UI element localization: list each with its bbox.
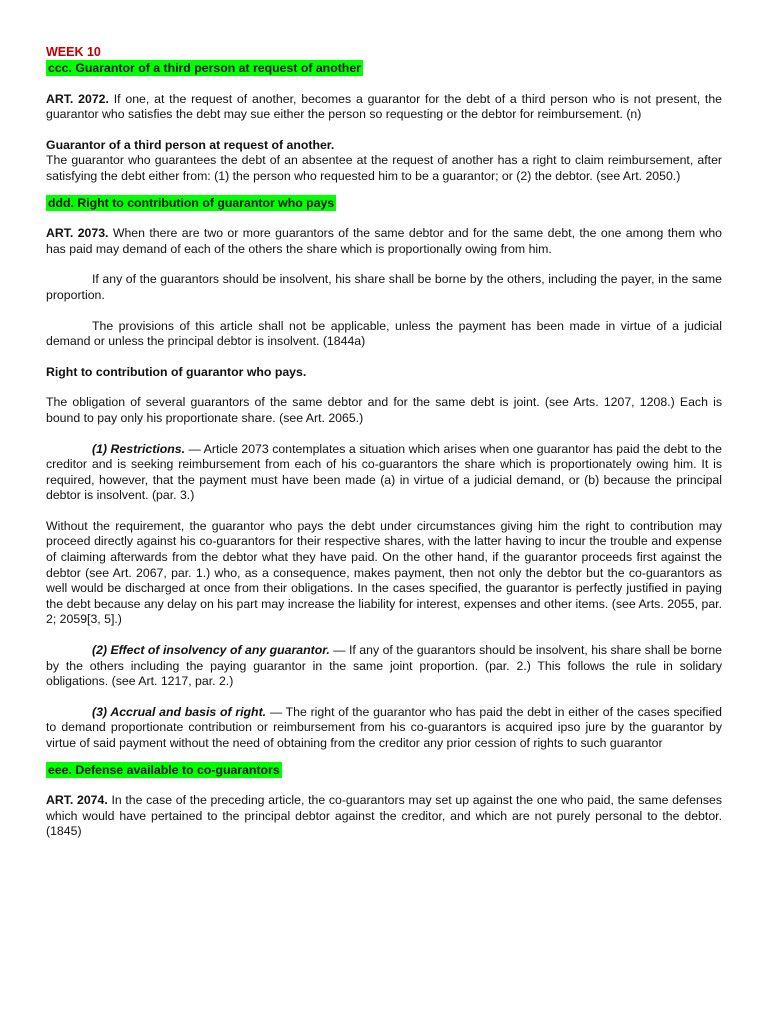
article-2073-label: ART. 2073. bbox=[46, 226, 109, 241]
comment-2073-intro: The obligation of several guarantors of the same debtor and for the same debt is joint. (see Arts. 1207, 1208.) Each is bound to pay only his proportionate share. (see Art. 2065.) bbox=[46, 395, 722, 425]
article-2074 bbox=[46, 793, 722, 840]
accrual-text: — The right of the guarantor who has paid the debt in either of the cases specified to demand proportionate contribution or reimbursement from his co-guarantors is acquired ipso jure by the guarantor by virtue of said payment without the need of obtaining from the creditor any prior cession of rights to such guarantor bbox=[46, 704, 722, 750]
highlight-ccc: ccc. Guarantor of a third person at request of another bbox=[48, 61, 361, 75]
accrual-label: (3) Accrual and basis of right. bbox=[92, 704, 267, 719]
article-2073-para3: The provisions of this article shall not be applicable, unless the payment has been made in virtue of a judicial demand or unless the principal debtor is insolvent. (1844a) bbox=[46, 318, 722, 349]
article-2074-text: In the case of the preceding article, the co-guarantors may set up against the one who paid, the same defenses which would have pertained to the principal debtor against the creditor, and which are not purely personal to the debtor. (1845) bbox=[46, 793, 722, 839]
comment-2072-heading: Guarantor of a third person at request of another. bbox=[46, 137, 335, 152]
section-heading-ccc bbox=[46, 60, 722, 77]
article-2073 bbox=[46, 226, 722, 257]
comment-2072-text: The guarantor who guarantees the debt of an absentee at the request of another has a right to claim reimbursement, after satisfying the debt either from: (1) the person who requested him to be a guarantor; or (2) the debtor. (see Art. 2050.) bbox=[46, 153, 722, 183]
accrual-paragraph bbox=[46, 705, 722, 752]
article-2072-text: If one, at the request of another, becomes a guarantor for the debt of a third person who is not present, the guarantor who satisfies the debt may sue either the person so requesting or the debtor for reimbursement. (n) bbox=[46, 91, 723, 122]
article-2072 bbox=[46, 92, 722, 123]
insolvency-paragraph bbox=[46, 643, 722, 690]
comment-2073-heading: Right to contribution of guarantor who pays. bbox=[46, 364, 307, 379]
section-heading-eee bbox=[46, 762, 722, 779]
without-requirement-paragraph: Without the requirement, the guarantor who pays the debt under circumstances giving him the right to contribution may proceed directly against his co-guarantors for their respective shares, with the latter having to incur the trouble and expense of claiming afterwards from the debtor what they have paid. On the other hand, if the guarantor proceeds first against the debtor (see Art. 2067, par. 1.) who, as a consequence, makes payment, then not only the debtor but the co-guarantors as well would be discharged at once from their obligations. In the cases specified, the guarantor is perfectly justified in paying the debt because any delay on his part may increase the liability for interest, expenses and other items. (see Arts. 2055, par. 2; 2059[3, 5].) bbox=[46, 518, 722, 627]
insolvency-text: — If any of the guarantors should be insolvent, his share shall be borne by the others including the paying guarantor in the same joint proportion. (par. 2.) This follows the rule in solidary obligations. (see Art. 1217, par. 2.) bbox=[46, 643, 723, 689]
article-2072-label: ART. 2072. bbox=[46, 91, 109, 106]
section-heading-ddd bbox=[46, 195, 722, 212]
article-2074-label: ART. 2074. bbox=[46, 793, 108, 808]
restrictions-text: — Article 2073 contemplates a situation which arises when one guarantor has paid the debt to the creditor and is seeking reimbursement from each of his co-guarantors the share which is proportionately owing him. It is required, however, that the payment must have been made (a) in virtue of a judicial demand, or (b) because the principal debtor is insolvent. (par. 3.) bbox=[46, 441, 722, 503]
highlight-eee: eee. Defense available to co-guarantors bbox=[48, 762, 280, 777]
restrictions-paragraph bbox=[46, 442, 722, 504]
insolvency-label: (2) Effect of insolvency of any guarantor. bbox=[92, 643, 330, 658]
week-title: WEEK 10 bbox=[46, 45, 101, 59]
restrictions-label: (1) Restrictions. bbox=[92, 441, 186, 456]
article-2073-para2: If any of the guarantors should be insolvent, his share shall be borne by the others, including the payer, in the same proportion. bbox=[46, 272, 722, 302]
article-2073-text: When there are two or more guarantors of the same debtor and for the same debt, the one among them who has paid may demand of each of the others the share which is proportionally owing from him. bbox=[46, 226, 722, 256]
highlight-ddd: ddd. Right to contribution of guarantor who pays bbox=[48, 195, 335, 210]
